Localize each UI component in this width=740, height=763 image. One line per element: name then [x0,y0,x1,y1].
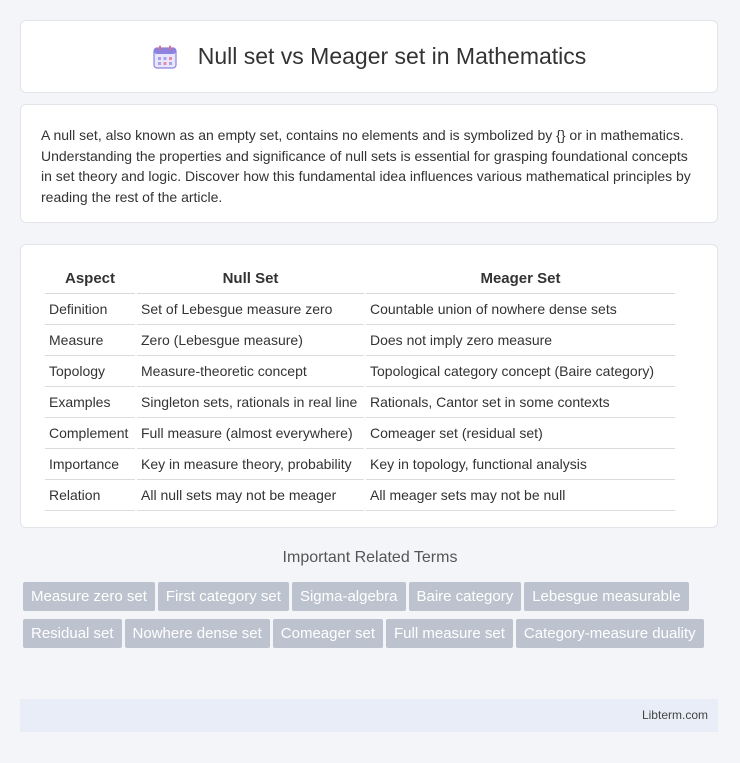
table-cell: Measure [45,325,135,356]
table-cell: Relation [45,480,135,511]
related-term-tag[interactable]: Nowhere dense set [125,619,270,648]
table-cell: Definition [45,294,135,325]
table-row [45,325,675,356]
table-cell: Singleton sets, rationals in real line [137,387,364,418]
title-card [20,20,718,93]
related-term-tag[interactable]: Comeager set [273,619,383,648]
table-cell: All meager sets may not be null [366,480,675,511]
table-cell: All null sets may not be meager [137,480,364,511]
page-title: Null set vs Meager set in Mathematics [197,43,587,69]
related-term-tag[interactable]: Full measure set [386,619,513,648]
table-cell: Countable union of nowhere dense sets [366,294,675,325]
table-cell: Key in measure theory, probability [137,449,364,480]
table-cell: Measure-theoretic concept [137,356,364,387]
related-term-tag[interactable]: Residual set [23,619,122,648]
related-term-tag[interactable]: Category-measure duality [516,619,704,648]
footer-site[interactable]: Libterm.com [641,708,708,722]
table-cell: Key in topology, functional analysis [366,449,675,480]
footer [20,699,718,732]
column-header-meager-set: Meager Set [366,263,675,294]
table-row [45,387,675,418]
intro-text: A null set, also known as an empty set, contains no elements and is symbolized by {} or in mathematics. Understanding the properties and significance of null sets is essential for grasping foundational concepts in set theory and logic. Discover how this fundamental idea influences various mathematical principles by reading the rest of the article. [41,127,691,205]
table-cell: Examples [45,387,135,418]
related-term-tag[interactable]: Sigma-algebra [292,582,406,611]
table-cell: Importance [45,449,135,480]
table-cell: Comeager set (residual set) [366,418,675,449]
table-cell: Zero (Lebesgue measure) [137,325,364,356]
table-row [45,294,675,325]
table-cell: Full measure (almost everywhere) [137,418,364,449]
comparison-table [43,263,677,511]
table-row [45,449,675,480]
related-term-tag[interactable]: Baire category [409,582,522,611]
related-terms-title: Important Related Terms [282,549,458,566]
table-cell: Topology [45,356,135,387]
related-term-tag[interactable]: First category set [158,582,289,611]
table-row [45,418,675,449]
table-cell: Rationals, Cantor set in some contexts [366,387,675,418]
table-row [45,480,675,511]
table-cell: Does not imply zero measure [366,325,675,356]
table-cell: Complement [45,418,135,449]
related-term-tag[interactable]: Lebesgue measurable [524,582,688,611]
calendar-icon [152,44,178,70]
intro-card [20,104,718,223]
table-row [45,356,675,387]
table-cell: Topological category concept (Baire category) [366,356,675,387]
column-header-aspect: Aspect [45,263,135,294]
table-cell: Set of Lebesgue measure zero [137,294,364,325]
related-term-tag[interactable]: Measure zero set [23,582,155,611]
related-terms-tags [23,582,723,656]
column-header-null-set: Null Set [137,263,364,294]
comparison-table-card [20,244,718,528]
table-header-row [45,263,675,294]
